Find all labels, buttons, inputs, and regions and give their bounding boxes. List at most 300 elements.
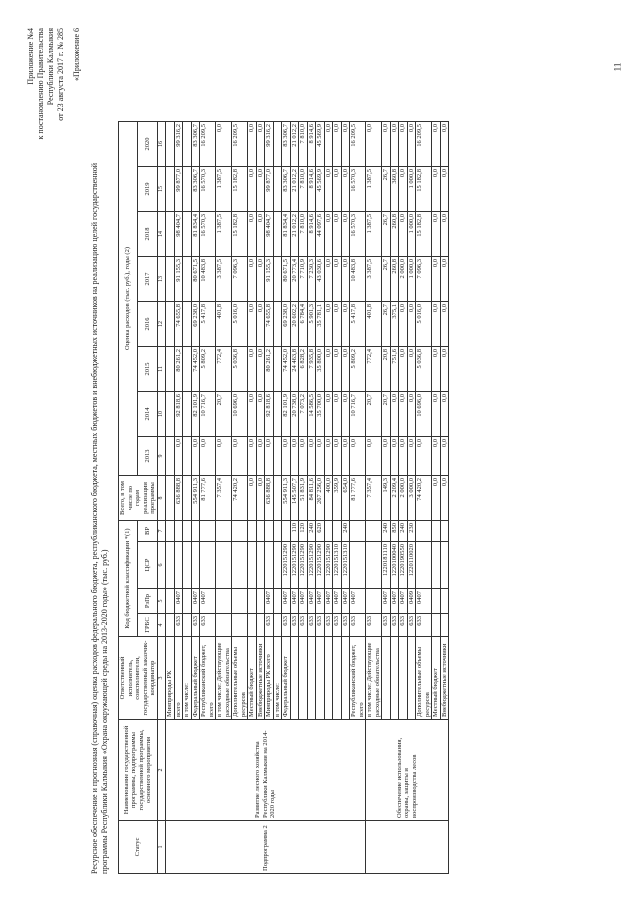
column-number: 9 (157, 437, 166, 476)
year-value-cell: 5 036,8 (232, 347, 248, 392)
year-value-cell: 0,0 (432, 347, 441, 392)
total-cell: 400,0 (324, 476, 333, 521)
rzpr-cell (183, 589, 192, 614)
year-value-cell: 82 101,9 (191, 392, 200, 437)
csr-cell: 1220181110 (382, 542, 391, 589)
year-value-cell: 0,0 (256, 302, 265, 347)
column-number: 13 (157, 257, 166, 302)
year-value-cell (273, 122, 282, 167)
csr-cell: 1220151290 (282, 542, 291, 589)
vr-cell (324, 521, 333, 542)
year-value-cell: 0,0 (333, 257, 342, 302)
rzpr-cell: 0407 (282, 589, 291, 614)
grbs-cell: 633 (307, 614, 316, 637)
vr-cell (282, 521, 291, 542)
header-line: Республики Калмыкия (46, 28, 55, 106)
year-value-cell: 0,0 (333, 302, 342, 347)
vr-cell (183, 521, 192, 542)
year-value-cell: 10 483,8 (350, 257, 366, 302)
year-value-cell: 0,0 (341, 347, 350, 392)
year-value-cell: 91 155,3 (265, 257, 274, 302)
vr-cell (432, 521, 441, 542)
header-line: «Приложение 6 (72, 28, 81, 81)
year-value-cell: 0,0 (432, 122, 441, 167)
vr-cell (248, 521, 257, 542)
rzpr-cell: 0407 (316, 589, 325, 614)
grbs-cell (183, 614, 192, 637)
resp-cell: Местный бюджет (432, 637, 441, 720)
year-value-cell: 99 877,0 (174, 167, 183, 212)
rzpr-cell: 0407 (350, 589, 366, 614)
year-value-cell (166, 257, 175, 302)
rzpr-cell: 0407 (399, 589, 408, 614)
year-value-cell: 20,7 (382, 392, 391, 437)
column-number: 8 (157, 476, 166, 521)
vr-cell: 110 (290, 521, 299, 542)
total-cell (183, 476, 192, 521)
year-value-cell: 1 000,0 (407, 257, 416, 302)
year-value-cell: 7 073,2 (299, 392, 308, 437)
year-value-cell: 0,0 (248, 257, 257, 302)
year-value-cell: 0,0 (341, 212, 350, 257)
year-value-cell: 10 696,0 (232, 392, 248, 437)
year-value-cell: 5 016,0 (232, 302, 248, 347)
year-value-cell: 0,0 (366, 437, 382, 476)
rzpr-cell (273, 589, 282, 614)
year-value-cell: 99 316,2 (174, 122, 183, 167)
year-value-cell (183, 347, 192, 392)
year-value-cell: 0,0 (290, 437, 299, 476)
grbs-cell: 633 (341, 614, 350, 637)
year-value-cell: 0,0 (407, 302, 416, 347)
resp-cell: Дополнительные объемы ресурсов (416, 637, 432, 720)
year-value-cell: 0,0 (440, 302, 449, 347)
year-value-cell: 80 671,5 (282, 257, 291, 302)
year-value-cell (273, 212, 282, 257)
rzpr-cell (256, 589, 265, 614)
year-value-cell: 16 570,3 (200, 212, 216, 257)
vr-cell (256, 521, 265, 542)
vr-cell (216, 521, 232, 542)
year-value-cell: 751,6 (390, 347, 399, 392)
year-value-cell: 69 238,0 (191, 302, 200, 347)
year-value-cell: 0,0 (407, 122, 416, 167)
year-value-cell: 15 182,8 (232, 212, 248, 257)
resp-cell (290, 637, 299, 720)
column-number: 15 (157, 167, 166, 212)
year-value-cell: 8 914,6 (307, 122, 316, 167)
year-value-cell: 0,0 (324, 437, 333, 476)
year-value-cell (183, 167, 192, 212)
column-number: 11 (157, 347, 166, 392)
total-cell: 7 357,4 (216, 476, 232, 521)
rzpr-cell (216, 589, 232, 614)
year-value-cell (273, 257, 282, 302)
vr-cell (440, 521, 449, 542)
year-value-cell: 21 012,2 (290, 122, 299, 167)
year-value-cell: 43 030,6 (316, 257, 325, 302)
total-cell: 7 357,4 (366, 476, 382, 521)
year-value-cell: 401,8 (366, 302, 382, 347)
total-cell: 0,0 (248, 476, 257, 521)
year-value-cell: 0,0 (399, 122, 408, 167)
grbs-cell: 633 (366, 614, 382, 637)
year-value-cell: 10 696,0 (416, 392, 432, 437)
col-year: 2016 (138, 302, 157, 347)
year-value-cell: 0,0 (324, 167, 333, 212)
year-value-cell: 0,0 (256, 392, 265, 437)
year-value-cell: 0,0 (324, 122, 333, 167)
year-value-cell: 98 404,7 (265, 212, 274, 257)
year-value-cell: 20 738,0 (290, 392, 299, 437)
year-value-cell: 260,8 (390, 257, 399, 302)
resp-cell (324, 637, 333, 720)
year-value-cell: 10 716,7 (350, 392, 366, 437)
year-value-cell: 0,0 (432, 437, 441, 476)
year-value-cell: 1 000,0 (407, 212, 416, 257)
col-csr: ЦСР (138, 542, 157, 589)
total-cell: 2 000,0 (399, 476, 408, 521)
year-value-cell: 0,0 (200, 437, 216, 476)
csr-cell (191, 542, 200, 589)
resp-cell: Минприроды РК (166, 637, 175, 720)
year-value-cell: 0,0 (382, 437, 391, 476)
grbs-cell: 633 (382, 614, 391, 637)
year-value-cell: 0,0 (432, 257, 441, 302)
resp-cell: в том числе: (183, 637, 192, 720)
column-number: 5 (157, 589, 166, 614)
grbs-cell: 633 (350, 614, 366, 637)
header-line: Приложение №4 (26, 28, 35, 85)
year-value-cell: 16 570,3 (350, 212, 366, 257)
year-value-cell: 35 781,1 (316, 302, 325, 347)
year-value-cell: 0,0 (416, 437, 432, 476)
vr-cell (416, 521, 432, 542)
rzpr-cell: 0409 (407, 589, 416, 614)
grbs-cell: 633 (290, 614, 299, 637)
year-value-cell: 0,0 (248, 122, 257, 167)
grbs-cell (440, 614, 449, 637)
year-value-cell (183, 302, 192, 347)
year-value-cell: 69 238,0 (282, 302, 291, 347)
year-value-cell (183, 257, 192, 302)
column-number: 10 (157, 392, 166, 437)
rzpr-cell: 0407 (265, 589, 274, 614)
year-value-cell (273, 302, 282, 347)
year-value-cell: 21 012,2 (290, 167, 299, 212)
year-value-cell: 1 387,5 (216, 212, 232, 257)
csr-cell (256, 542, 265, 589)
col-grbs: ГРБС (138, 614, 157, 637)
csr-cell (174, 542, 183, 589)
year-value-cell: 7 810,0 (299, 212, 308, 257)
year-value-cell: 20 773,4 (290, 257, 299, 302)
grbs-cell: 633 (282, 614, 291, 637)
csr-cell: 1220190550 (399, 542, 408, 589)
col-resp: Ответственный исполнитель, соисполнители, государственный заказчик-координатор (119, 637, 158, 720)
year-value-cell: 0,0 (399, 167, 408, 212)
grbs-cell: 633 (299, 614, 308, 637)
year-value-cell: 6 828,2 (299, 347, 308, 392)
vr-cell (174, 521, 183, 542)
rzpr-cell (166, 589, 175, 614)
vr-cell (200, 521, 216, 542)
header-line: к постановлению Правительства (36, 28, 45, 140)
year-value-cell: 16 570,3 (200, 167, 216, 212)
resp-cell: Местный бюджет (248, 637, 257, 720)
table-body (166, 122, 449, 874)
resp-cell: в том числе: Действующие расходные обязательства (216, 637, 232, 720)
col-year: 2017 (138, 257, 157, 302)
csr-cell: 1220151310 (333, 542, 342, 589)
total-cell: 359,9 (333, 476, 342, 521)
year-value-cell: 10 716,7 (200, 392, 216, 437)
year-value-cell (166, 437, 175, 476)
csr-cell (216, 542, 232, 589)
rzpr-cell (366, 589, 382, 614)
year-value-cell: 16 570,3 (350, 167, 366, 212)
column-number: 16 (157, 122, 166, 167)
year-value-cell: 20,7 (366, 392, 382, 437)
year-value-cell: 772,4 (216, 347, 232, 392)
year-value-cell: 26,7 (382, 167, 391, 212)
year-value-cell: 0,0 (399, 392, 408, 437)
column-number: 2 (157, 720, 166, 821)
year-value-cell: 5 809,2 (200, 347, 216, 392)
year-value-cell: 0,0 (341, 122, 350, 167)
col-year: 2014 (138, 392, 157, 437)
rzpr-cell: 0407 (416, 589, 432, 614)
column-number: 6 (157, 542, 166, 589)
column-number-row (157, 122, 166, 874)
col-code-group: Код бюджетной классификации *(1) (119, 521, 138, 637)
year-value-cell: 6 784,4 (299, 302, 308, 347)
column-number: 1 (157, 821, 166, 874)
year-value-cell: 7 810,0 (299, 122, 308, 167)
grbs-cell (248, 614, 257, 637)
column-number: 4 (157, 614, 166, 637)
rzpr-cell: 0407 (290, 589, 299, 614)
year-value-cell: 0,0 (407, 347, 416, 392)
year-value-cell: 0,0 (432, 212, 441, 257)
year-value-cell: 0,0 (316, 437, 325, 476)
col-vr: ВР (138, 521, 157, 542)
program-name-cell: Обеспечение использования, охраны, защиты и воспроизводства лесов (366, 720, 449, 821)
year-value-cell: 401,8 (216, 302, 232, 347)
vr-cell: 850 (390, 521, 399, 542)
grbs-cell: 633 (316, 614, 325, 637)
status-cell (366, 821, 449, 874)
year-value-cell: 0,0 (390, 392, 399, 437)
vr-cell: 240 (307, 521, 316, 542)
year-value-cell: 0,0 (350, 437, 366, 476)
year-value-cell (273, 392, 282, 437)
csr-cell: 1220151290 (324, 542, 333, 589)
year-value-cell: 0,0 (324, 257, 333, 302)
year-value-cell: 0,0 (440, 437, 449, 476)
year-value-cell: 0,0 (265, 437, 274, 476)
resp-cell (341, 637, 350, 720)
csr-cell (183, 542, 192, 589)
grbs-cell: 633 (324, 614, 333, 637)
year-value-cell: 91 155,3 (174, 257, 183, 302)
resp-cell (299, 637, 308, 720)
year-value-cell (183, 122, 192, 167)
rzpr-cell: 0407 (191, 589, 200, 614)
year-value-cell: 0,0 (432, 167, 441, 212)
grbs-cell: 633 (399, 614, 408, 637)
year-value-cell: 0,0 (399, 302, 408, 347)
year-value-cell: 8 914,6 (307, 212, 316, 257)
resp-cell (399, 637, 408, 720)
vr-cell: 230 (407, 521, 416, 542)
year-value-cell: 2 000,0 (399, 257, 408, 302)
year-value-cell: 772,4 (366, 347, 382, 392)
year-value-cell: 20,8 (382, 347, 391, 392)
total-cell: 0,0 (440, 476, 449, 521)
program-name-cell: Развитие лесного хозяйства Республики Калмыкия на 2014-2020 годы (166, 720, 366, 821)
year-value-cell (166, 167, 175, 212)
rzpr-cell: 0407 (307, 589, 316, 614)
resp-cell (390, 637, 399, 720)
year-value-cell: 0,0 (432, 392, 441, 437)
col-year: 2018 (138, 212, 157, 257)
year-value-cell: 26,7 (382, 212, 391, 257)
year-value-cell: 0,0 (256, 257, 265, 302)
year-value-cell (166, 122, 175, 167)
rzpr-cell: 0407 (341, 589, 350, 614)
year-value-cell: 0,0 (440, 122, 449, 167)
grbs-cell (432, 614, 441, 637)
resp-cell: всего (174, 637, 183, 720)
vr-cell (333, 521, 342, 542)
rzpr-cell: 0407 (333, 589, 342, 614)
grbs-cell (232, 614, 248, 637)
resp-cell: Республиканский бюджет, всего (350, 637, 366, 720)
total-cell: 74 420,2 (416, 476, 432, 521)
resp-cell: Республиканский бюджет, всего (200, 637, 216, 720)
year-value-cell (183, 212, 192, 257)
year-value-cell (183, 392, 192, 437)
csr-cell: 1220151290 (299, 542, 308, 589)
year-value-cell: 74 655,8 (265, 302, 274, 347)
year-value-cell: 260,8 (390, 212, 399, 257)
year-value-cell: 0,0 (333, 347, 342, 392)
rotated-page (22, 20, 622, 880)
total-cell (166, 476, 175, 521)
year-value-cell: 0,0 (333, 167, 342, 212)
total-cell: 81 777,6 (200, 476, 216, 521)
csr-cell: 1220100040 (390, 542, 399, 589)
year-value-cell: 15 182,8 (416, 167, 432, 212)
year-value-cell: 80 261,2 (265, 347, 274, 392)
year-value-cell: 0,0 (324, 392, 333, 437)
year-value-cell: 0,0 (341, 437, 350, 476)
csr-cell (273, 542, 282, 589)
year-value-cell: 7 096,3 (232, 257, 248, 302)
year-value-cell (183, 437, 192, 476)
total-cell: 2 209,4 (390, 476, 399, 521)
rzpr-cell (440, 589, 449, 614)
year-value-cell: 0,0 (333, 122, 342, 167)
year-value-cell: 83 306,7 (191, 122, 200, 167)
year-value-cell: 10 483,8 (200, 257, 216, 302)
resp-cell: в том числе: (273, 637, 282, 720)
year-value-cell: 15 182,8 (416, 212, 432, 257)
year-value-cell: 0,0 (407, 437, 416, 476)
rzpr-cell: 0407 (382, 589, 391, 614)
year-value-cell: 0,0 (191, 437, 200, 476)
year-value-cell: 0,0 (248, 392, 257, 437)
appendix-header (26, 28, 82, 139)
year-value-cell: 0,0 (390, 437, 399, 476)
col-year: 2020 (138, 122, 157, 167)
vr-cell (273, 521, 282, 542)
year-value-cell: 0,0 (324, 212, 333, 257)
year-value-cell: 16 209,5 (350, 122, 366, 167)
year-value-cell: 0,0 (216, 437, 232, 476)
year-value-cell: 81 834,4 (282, 212, 291, 257)
year-value-cell: 7 935,8 (307, 347, 316, 392)
resp-cell: в том числе: Действующие расходные обязательства (366, 637, 382, 720)
year-value-cell: 83 306,7 (282, 167, 291, 212)
year-value-cell: 16 209,5 (200, 122, 216, 167)
year-value-cell: 8 914,6 (307, 167, 316, 212)
vr-cell: 240 (399, 521, 408, 542)
csr-cell (416, 542, 432, 589)
year-value-cell: 35 800,0 (316, 347, 325, 392)
year-value-cell: 80 261,2 (174, 347, 183, 392)
year-value-cell (273, 167, 282, 212)
resp-cell (307, 637, 316, 720)
year-value-cell: 83 306,7 (191, 167, 200, 212)
year-value-cell: 1 387,5 (216, 167, 232, 212)
year-value-cell: 0,0 (399, 212, 408, 257)
page-number: 11 (612, 62, 623, 72)
resp-cell: Федеральный бюджет (191, 637, 200, 720)
resp-cell: Внебюджетные источники (256, 637, 265, 720)
vr-cell (232, 521, 248, 542)
year-value-cell: 0,0 (341, 302, 350, 347)
year-value-cell: 0,0 (341, 167, 350, 212)
year-value-cell: 0,0 (341, 392, 350, 437)
year-value-cell: 1 387,5 (366, 167, 382, 212)
year-value-cell: 5 036,8 (416, 347, 432, 392)
year-value-cell: 0,0 (341, 257, 350, 302)
table-row (366, 122, 382, 874)
csr-cell (200, 542, 216, 589)
year-value-cell: 0,0 (366, 122, 382, 167)
year-value-cell: 1 387,5 (366, 212, 382, 257)
csr-cell: 1220151290 (307, 542, 316, 589)
col-rzpr: РзПр (138, 589, 157, 614)
column-number: 12 (157, 302, 166, 347)
resp-cell (333, 637, 342, 720)
year-value-cell: 0,0 (248, 347, 257, 392)
year-value-cell: 21 012,2 (290, 212, 299, 257)
year-value-cell: 26,7 (382, 257, 391, 302)
year-value-cell: 0,0 (256, 437, 265, 476)
csr-cell: 1220151290 (316, 542, 325, 589)
grbs-cell: 633 (416, 614, 432, 637)
total-cell: 267 256,0 (316, 476, 325, 521)
year-value-cell: 0,0 (333, 392, 342, 437)
year-value-cell: 0,0 (440, 392, 449, 437)
grbs-cell: 633 (333, 614, 342, 637)
col-years-group: Оценка расходов (тыс. руб.), годы (2) (119, 122, 138, 476)
total-cell: 84 811,6 (307, 476, 316, 521)
year-value-cell: 20,7 (216, 392, 232, 437)
